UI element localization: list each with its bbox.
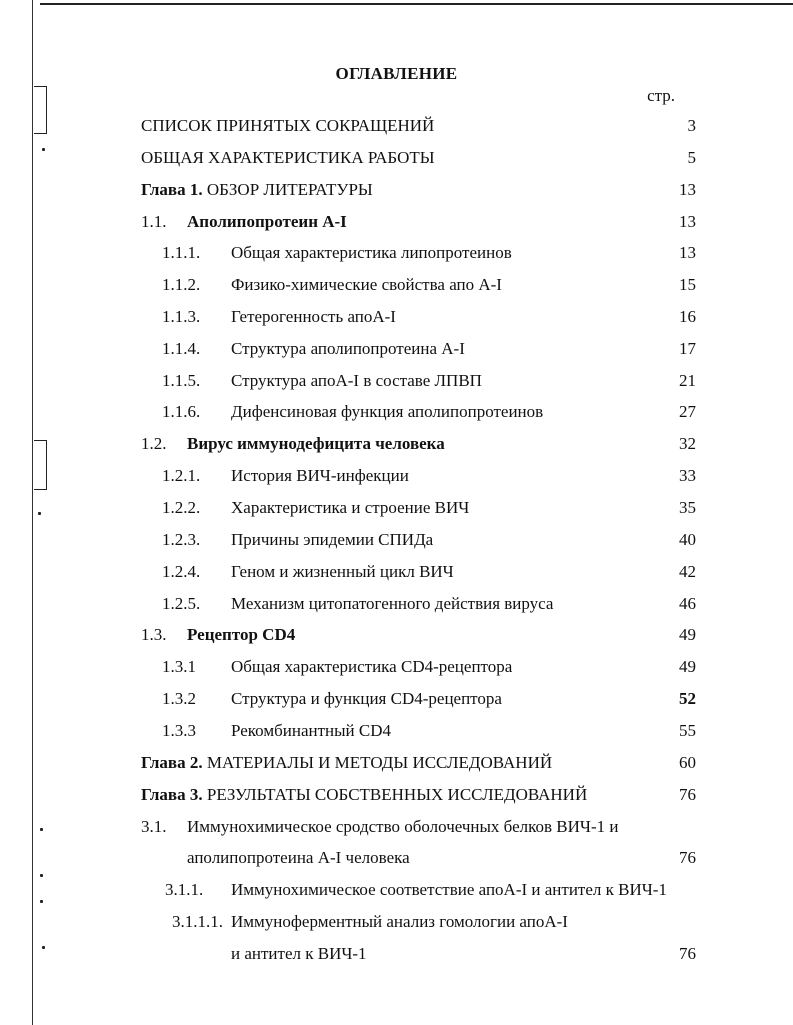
toc-entry[interactable] <box>0 432 793 456</box>
toc-entry-page: 21 <box>679 371 696 390</box>
page-column-label: стр. <box>647 86 675 105</box>
toc-entry[interactable] <box>0 369 793 393</box>
toc-entry[interactable] <box>0 464 793 488</box>
toc-entry-page: 3 <box>687 116 696 135</box>
toc-entry-number: 1.3.1 <box>162 657 196 676</box>
toc-entry-title: СПИСОК ПРИНЯТЫХ СОКРАЩЕНИЙ <box>141 116 435 135</box>
chapter-title: РЕЗУЛЬТАТЫ СОБСТВЕННЫХ ИССЛЕДОВАНИЙ <box>206 785 588 804</box>
toc-entry-page: 13 <box>679 243 696 262</box>
toc-entry[interactable] <box>0 592 793 616</box>
toc-entry[interactable] <box>0 178 793 202</box>
toc-entry-number: 1.1. <box>141 212 167 231</box>
toc-entry[interactable] <box>0 146 793 170</box>
toc-entry[interactable] <box>0 273 793 297</box>
chapter-prefix: Глава 1. <box>141 180 203 199</box>
chapter-prefix: Глава 3. <box>141 785 203 804</box>
toc-entry-title: Структура аполипопротеина А-I <box>231 339 465 358</box>
toc-entry-page: 35 <box>679 498 696 517</box>
toc-entry-page: 40 <box>679 530 696 549</box>
toc-entry-title: Причины эпидемии СПИДа <box>231 530 434 549</box>
toc-entry[interactable] <box>0 560 793 584</box>
toc-entry-page: 52 <box>679 689 696 708</box>
toc-entry-page: 27 <box>679 402 696 421</box>
toc-entry[interactable] <box>0 114 793 138</box>
toc-entry-title <box>141 751 552 775</box>
scan-top-edge <box>40 3 793 5</box>
toc-entry[interactable] <box>0 305 793 329</box>
toc-entry-title: Структура апоА-I в составе ЛПВП <box>231 371 482 390</box>
toc-entry-title: Структура и функция CD4-рецептора <box>231 689 502 708</box>
toc-entry-title: Общая характеристика липопротеинов <box>231 243 512 262</box>
toc-entry-page: 76 <box>679 785 696 804</box>
toc-entry[interactable] <box>0 623 793 647</box>
toc-entry-page: 13 <box>679 180 696 199</box>
toc-entry-title: Механизм цитопатогенного действия вируса <box>231 594 554 613</box>
toc-entry[interactable] <box>0 815 793 839</box>
toc-entry-number: 1.1.3. <box>162 307 201 326</box>
toc-entry-page: 15 <box>679 275 696 294</box>
toc-entry-title <box>141 178 373 202</box>
toc-entry-number: 1.2. <box>141 434 167 453</box>
toc-entry-number: 3.1.1. <box>165 880 204 899</box>
toc-entry-title: Иммунохимическое соответствие апоА-I и антител к ВИЧ-1 <box>231 880 667 899</box>
toc-entry-title: Общая характеристика CD4-рецептора <box>231 657 513 676</box>
toc-entry-number: 1.3.2 <box>162 689 196 708</box>
toc-entry-page: 13 <box>679 212 696 231</box>
toc-entry-title: Иммунохимическое сродство оболочечных белков ВИЧ-1 и <box>187 817 619 836</box>
toc-entry[interactable] <box>0 719 793 743</box>
chapter-title: МАТЕРИАЛЫ И МЕТОДЫ ИССЛЕДОВАНИЙ <box>206 753 553 772</box>
toc-entry[interactable] <box>0 400 793 424</box>
page-title: ОГЛАВЛЕНИЕ <box>335 64 458 83</box>
chapter-prefix: Глава 2. <box>141 753 203 772</box>
toc-entry-number: 1.1.4. <box>162 339 201 358</box>
toc-entry-page: 46 <box>679 594 696 613</box>
toc-entry-title: Рекомбинантный CD4 <box>231 721 392 740</box>
toc-entry[interactable] <box>0 783 793 807</box>
toc-entry-page: 33 <box>679 466 696 485</box>
toc-entry-title: Геном и жизненный цикл ВИЧ <box>231 562 454 581</box>
toc-entry-page: 60 <box>679 753 696 772</box>
chapter-title: ОБЗОР ЛИТЕРАТУРЫ <box>206 180 373 199</box>
toc-entry-title: и антител к ВИЧ-1 <box>231 944 367 963</box>
toc-entry-number: 1.2.2. <box>162 498 201 517</box>
toc-entry-page: 49 <box>679 657 696 676</box>
toc-entry-title: Иммуноферментный анализ гомологии апоА-I <box>231 912 568 931</box>
toc-entry-number: 1.2.4. <box>162 562 201 581</box>
toc-entry-number: 3.1. <box>141 817 167 836</box>
toc-entry-number: 1.2.5. <box>162 594 201 613</box>
toc-entry-page: 16 <box>679 307 696 326</box>
toc-entry-title: Аполипопротеин А-I <box>187 212 347 231</box>
toc-entry-title: Вирус иммунодефицита человека <box>187 434 445 453</box>
scan-speck <box>40 874 43 877</box>
toc-entry-number: 1.1.6. <box>162 402 201 421</box>
toc-entry[interactable] <box>0 241 793 265</box>
toc-entry[interactable] <box>0 687 793 711</box>
toc-entry-number: 1.3.3 <box>162 721 196 740</box>
toc-entry-page: 17 <box>679 339 696 358</box>
toc-entry[interactable] <box>0 496 793 520</box>
toc-entry[interactable] <box>0 910 793 934</box>
toc-entry-number: 1.2.1. <box>162 466 201 485</box>
toc-entry-title <box>141 783 587 807</box>
toc-entry-title: Дифенсиновая функция аполипопротеинов <box>231 402 544 421</box>
toc-entry-page: 32 <box>679 434 696 453</box>
toc-entry-title: Рецептор CD4 <box>187 625 296 644</box>
toc-entry-page: 55 <box>679 721 696 740</box>
toc-entry-number: 3.1.1.1. <box>172 912 223 931</box>
toc-entry-continuation[interactable] <box>0 846 793 870</box>
toc-entry-title: Характеристика и строение ВИЧ <box>231 498 470 517</box>
toc-entry-title: Гетерогенность апоА-I <box>231 307 396 326</box>
toc-entry[interactable] <box>0 878 793 902</box>
toc-entry-title: ОБЩАЯ ХАРАКТЕРИСТИКА РАБОТЫ <box>141 148 435 167</box>
toc-entry-number: 1.1.5. <box>162 371 201 390</box>
toc-entry-title: История ВИЧ-инфекции <box>231 466 409 485</box>
toc-entry-title: аполипопротеина А-I человека <box>187 848 410 867</box>
toc-entry-number: 1.2.3. <box>162 530 201 549</box>
toc-entry-page: 49 <box>679 625 696 644</box>
toc-entry[interactable] <box>0 655 793 679</box>
toc-entry[interactable] <box>0 210 793 234</box>
toc-entry-page: 42 <box>679 562 696 581</box>
toc-entry-page: 76 <box>679 944 696 963</box>
toc-entry-continuation[interactable] <box>0 942 793 966</box>
toc-entry-title: Физико-химические свойства апо А-I <box>231 275 502 294</box>
toc-entry[interactable] <box>0 337 793 361</box>
toc-entry[interactable] <box>0 528 793 552</box>
toc-entry[interactable] <box>0 751 793 775</box>
toc-entry-page: 76 <box>679 848 696 867</box>
toc-entry-page: 5 <box>687 148 696 167</box>
toc-entry-number: 1.3. <box>141 625 167 644</box>
toc-entry-number: 1.1.1. <box>162 243 201 262</box>
toc-entry-number: 1.1.2. <box>162 275 201 294</box>
